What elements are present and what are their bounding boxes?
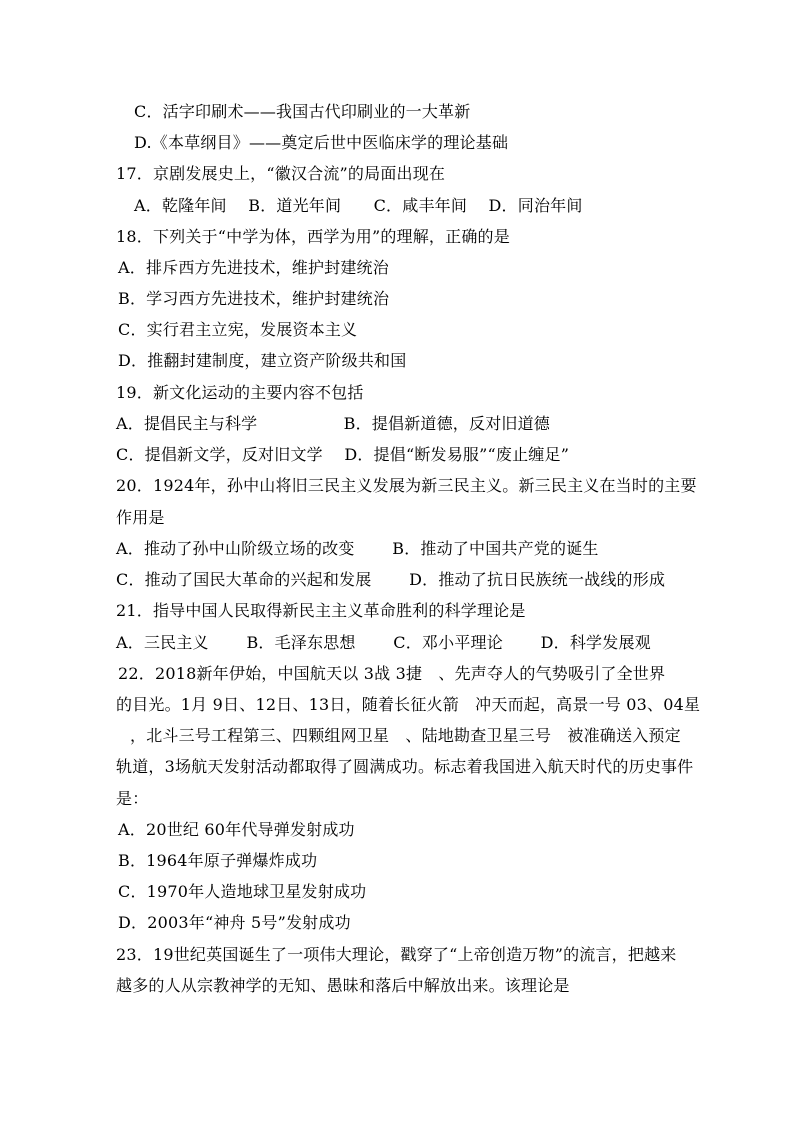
question-20: 20．1924年，孙中山将旧三民主义发展为新三民主义。新三民主义在当时的主要 bbox=[116, 476, 697, 495]
question-19-options-ab: A．提倡民主与科学 B．提倡新道德，反对旧道德 bbox=[116, 414, 550, 433]
question-22-cont-4: 是： bbox=[116, 789, 149, 808]
question-21-options: A．三民主义 B．毛泽东思想 C．邓小平理论 D．科学发展观 bbox=[116, 633, 651, 652]
question-20-cont: 作用是 bbox=[116, 508, 165, 527]
option-c-line: C．活字印刷术——我国古代印刷业的一大革新 bbox=[134, 102, 471, 121]
question-19-options-cd: C．提倡新文学，反对旧文学 D．提倡“断发易服”“废止缠足” bbox=[116, 445, 570, 464]
question-19: 19．新文化运动的主要内容不包括 bbox=[116, 383, 364, 402]
question-18-option-a: A．排斥西方先进技术，维护封建统治 bbox=[118, 258, 389, 277]
question-22-option-a: A．20世纪 60年代导弹发射成功 bbox=[118, 820, 355, 839]
question-17: 17．京剧发展史上，“徽汉合流”的局面出现在 bbox=[116, 164, 446, 183]
option-d-line: D.《本草纲目》——奠定后世中医临床学的理论基础 bbox=[134, 133, 509, 152]
question-17-options: A．乾隆年间 B．道光年间 C．咸丰年间 D．同治年间 bbox=[134, 196, 583, 215]
question-22: 22．2018新年伊始，中国航天以 3战 3捷 、先声夺人的气势吸引了全世界 bbox=[118, 664, 666, 683]
question-18-option-c: C．实行君主立宪，发展资本主义 bbox=[118, 320, 358, 339]
question-18: 18．下列关于“中学为体，西学为用”的理解，正确的是 bbox=[116, 227, 510, 246]
question-23-cont: 越多的人从宗教神学的无知、愚昧和落后中解放出来。该理论是 bbox=[116, 976, 570, 995]
question-22-option-c: C．1970年人造地球卫星发射成功 bbox=[118, 882, 367, 901]
question-20-options-cd: C．推动了国民大革命的兴起和发展 D．推动了抗日民族统一战线的形成 bbox=[116, 570, 666, 589]
question-22-option-d: D．2003年“神舟 5号”发射成功 bbox=[118, 913, 351, 932]
question-20-options-ab: A．推动了孙中山阶级立场的改变 B．推动了中国共产党的诞生 bbox=[116, 539, 599, 558]
question-22-cont-3: 轨道，3场航天发射活动都取得了圆满成功。标志着我国进入航天时代的历史事件 bbox=[116, 757, 694, 776]
question-22-cont-1: 的目光。1月 9日、12日、13日，随着长征火箭 冲天而起，高景一号 03、04星 bbox=[116, 695, 701, 714]
question-18-option-b: B．学习西方先进技术，维护封建统治 bbox=[118, 289, 390, 308]
question-18-option-d: D．推翻封建制度，建立资产阶级共和国 bbox=[118, 351, 407, 370]
question-22-option-b: B．1964年原子弹爆炸成功 bbox=[118, 851, 318, 870]
question-21: 21．指导中国人民取得新民主主义革命胜利的科学理论是 bbox=[116, 601, 526, 620]
question-23: 23．19世纪英国诞生了一项伟大理论，戳穿了“上帝创造万物”的流言，把越来 bbox=[116, 945, 677, 964]
question-22-cont-2: ，北斗三号工程第三、四颗组网卫星 、陆地勘查卫星三号 被准确送入预定 bbox=[130, 726, 681, 745]
